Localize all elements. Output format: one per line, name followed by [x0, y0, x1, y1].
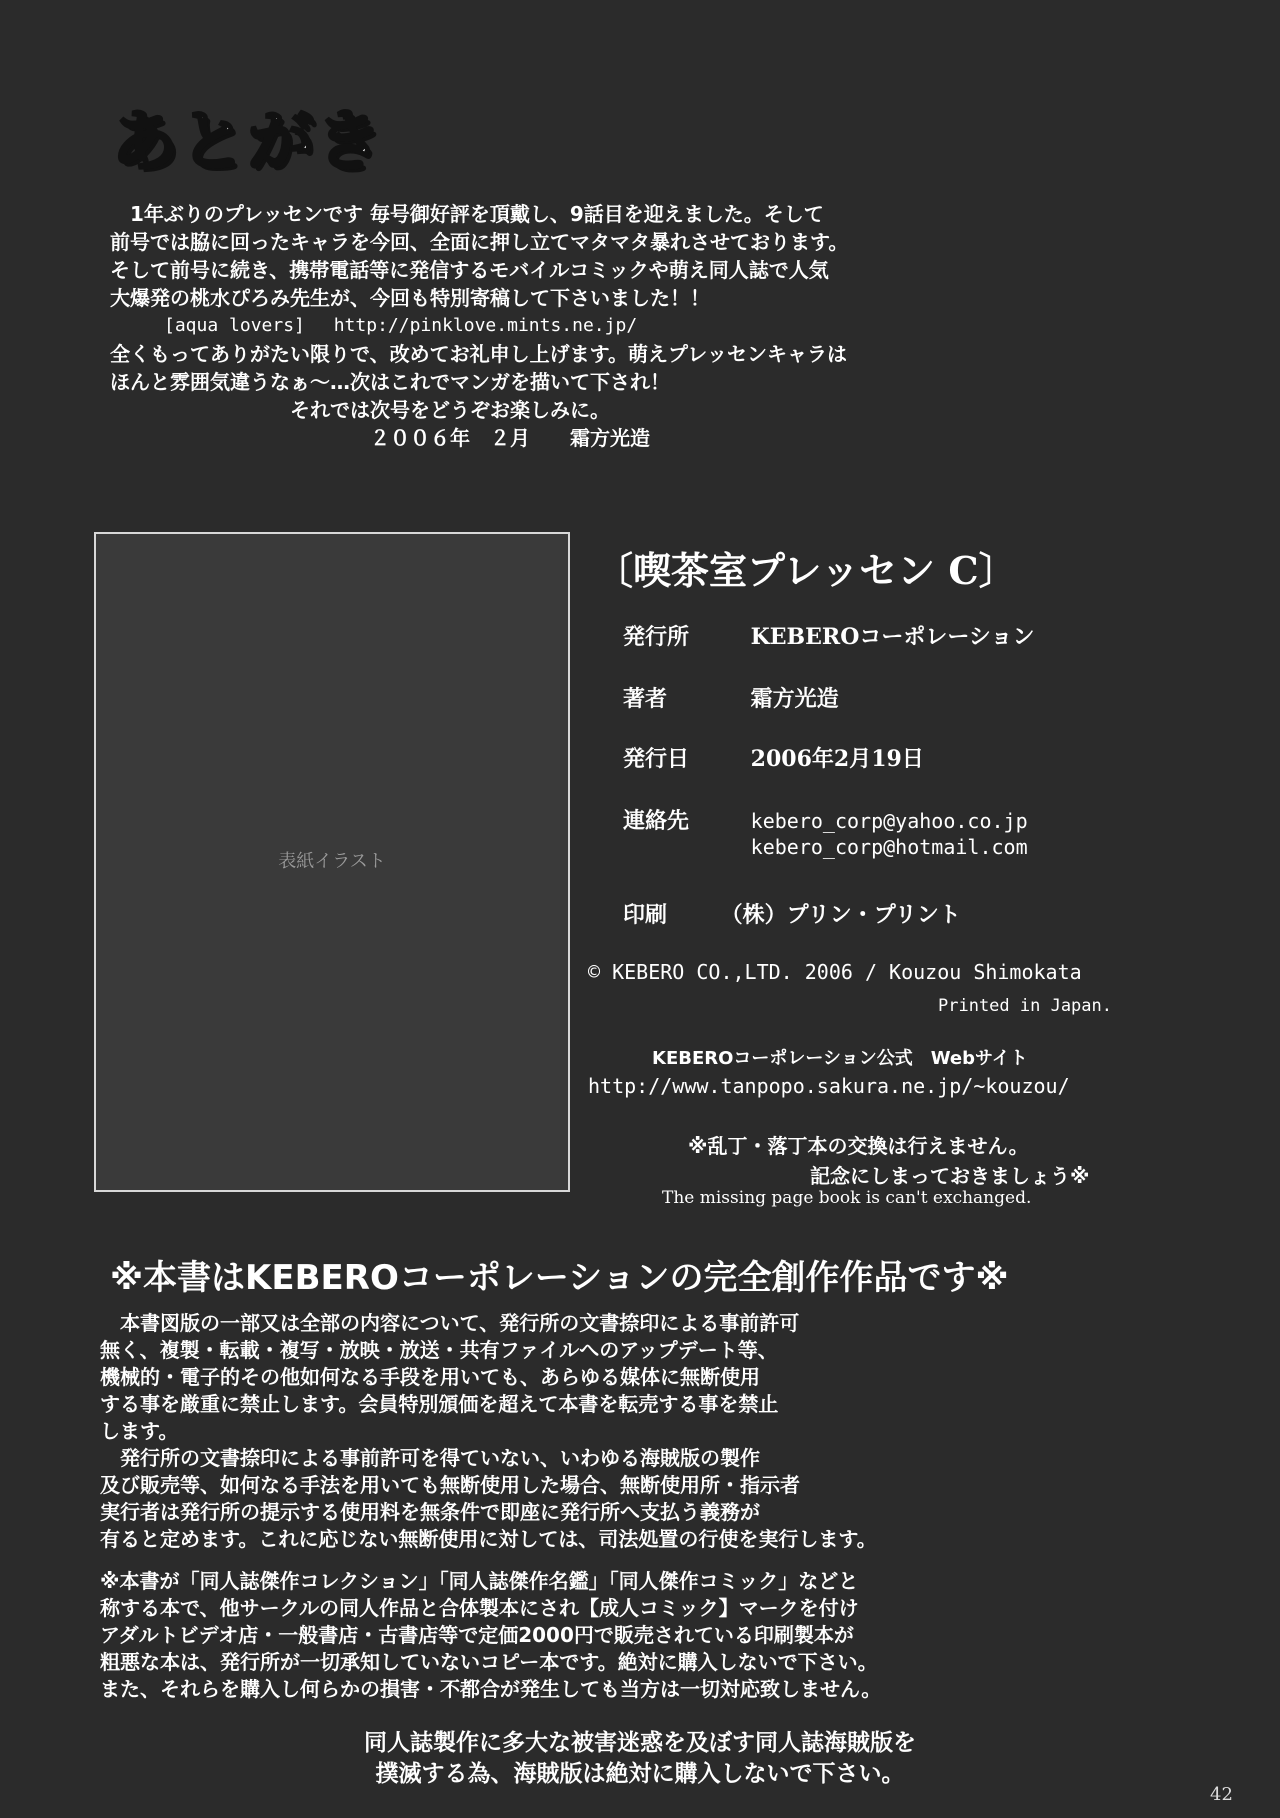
- terms-line: する事を厳重に禁止します。会員特別頒価を超えて本書を転売する事を禁止: [100, 1392, 779, 1416]
- terms-line: 機械的・電子的その他如何なる手段を用いても、あらゆる媒体に無断使用: [100, 1365, 760, 1389]
- website-label: KEBEROコーポレーション公式 Webサイト: [652, 1048, 1028, 1069]
- website-url[interactable]: http://www.tanpopo.sakura.ne.jp/~kouzou/: [588, 1074, 1070, 1098]
- afterword-link: [aqua lovers] http://pinklove.mints.ne.jp/: [110, 315, 638, 336]
- warning-line: 称する本で、他サークルの同人作品と合体製本にされ【成人コミック】マークを付け: [100, 1596, 859, 1620]
- terms-line: 実行者は発行所の提示する使用料を無条件で即座に発行所へ支払う義務が: [100, 1500, 760, 1524]
- terms-line: 有ると定めます。これに応じない無断使用に対しては、司法処置の行使を実行します。: [100, 1527, 877, 1551]
- date-value: 2006年2月19日: [750, 746, 924, 772]
- original-work-heading: ※本書はKEBEROコーポレーションの完全創作作品です※: [110, 1258, 1009, 1298]
- page-heading: あとがき: [112, 103, 384, 180]
- publisher-label: 発行所: [623, 624, 690, 650]
- publisher-value: KEBEROコーポレーション: [750, 624, 1035, 650]
- printer-row: [623, 898, 961, 929]
- publisher-row: [623, 620, 1035, 651]
- warning-line: また、それらを購入し何らかの損害・不都合が発生しても当方は一切対応致しません。: [100, 1677, 882, 1701]
- afterword-line: そして前号に続き、携帯電話等に発信するモバイルコミックや萌え同人誌で人気: [110, 258, 829, 282]
- printed-in: Printed in Japan.: [938, 996, 1112, 1016]
- afterword-line: ほんと雰囲気違うなぁ～…次はこれでマンガを描いて下され！: [110, 370, 670, 394]
- warning-line: ※本書が「同人誌傑作コレクション」「同人誌傑作名鑑」「同人傑作コミック」などと: [100, 1569, 859, 1593]
- afterword-text: [110, 200, 1160, 452]
- warning-line: アダルトビデオ店・一般書店・古書店等で定価2000円で販売されている印刷製本が: [100, 1623, 854, 1647]
- exchange-notice-2: 記念にしまっておきましょう※: [810, 1164, 1090, 1188]
- contact-email-2[interactable]: kebero_corp@hotmail.com: [750, 835, 1028, 859]
- printer-value: （株）プリン・プリント: [720, 902, 961, 928]
- author-label: 著者: [623, 686, 668, 712]
- terms-line: 無く、複製・転載・複写・放映・放送・共有ファイルへのアップデート等、: [100, 1338, 778, 1362]
- date-label: 発行日: [623, 746, 690, 772]
- book-title: 〔喫茶室プレッセン C〕: [595, 548, 1017, 593]
- author-row: [623, 682, 839, 713]
- contact-label: 連絡先: [623, 808, 690, 834]
- terms-line: 本書図版の一部又は全部の内容について、発行所の文書捺印による事前許可: [100, 1311, 800, 1335]
- contact-row-2: [623, 834, 1028, 860]
- exchange-notice-en: The missing page book is can't exchanged.: [662, 1188, 1032, 1208]
- cover-caption: 表紙イラスト: [278, 851, 386, 872]
- final-line: 撲滅する為、海賊版は絶対に購入しないで下さい。: [375, 1761, 905, 1787]
- afterword-line: 1年ぶりのプレッセンです 毎号御好評を頂戴し、9話目を迎えました。そして: [110, 202, 824, 226]
- contact-row: [623, 804, 1028, 835]
- afterword-line: それでは次号をどうぞお楽しみに。: [110, 398, 610, 422]
- copyright: © KEBERO CO.,LTD. 2006 / Kouzou Shimokata: [588, 960, 1082, 984]
- afterword-line: 大爆発の桃水ぴろみ先生が、今回も特別寄稿して下さいました！！: [110, 286, 710, 310]
- final-appeal: [0, 1728, 1280, 1790]
- author-value: 霜方光造: [750, 686, 839, 712]
- contact-email-1[interactable]: kebero_corp@yahoo.co.jp: [750, 809, 1028, 833]
- terms-line: 及び販売等、如何なる手法を用いても無断使用した場合、無断使用所・指示者: [100, 1473, 800, 1497]
- terms-line: 発行所の文書捺印による事前許可を得ていない、いわゆる海賊版の製作: [100, 1446, 760, 1470]
- warning-line: 粗悪な本は、発行所が一切承知していないコピー本です。絶対に購入しないで下さい。: [100, 1650, 878, 1674]
- printer-label: 印刷: [623, 902, 668, 928]
- page-number: 42: [1210, 1784, 1233, 1805]
- afterword-line: 全くもってありがたい限りで、改めてお礼申し上げます。萌えプレッセンキャラは: [110, 342, 847, 366]
- date-row: [623, 742, 924, 773]
- bootleg-warning: [100, 1568, 1200, 1703]
- afterword-line: 前号では脇に回ったキャラを今回、全面に押し立てマタマタ暴れさせております。: [110, 230, 849, 254]
- colophon: [595, 540, 1235, 928]
- exchange-notice: ※乱丁・落丁本の交換は行えません。: [688, 1134, 1029, 1158]
- cover-image-placeholder: [94, 532, 570, 1192]
- final-line: 同人誌製作に多大な被害迷惑を及ぼす同人誌海賊版を: [364, 1730, 916, 1756]
- afterword-signature: ２００６年 ２月 霜方光造: [110, 426, 650, 450]
- terms-line: します。: [100, 1419, 179, 1443]
- terms-text: [100, 1310, 1200, 1553]
